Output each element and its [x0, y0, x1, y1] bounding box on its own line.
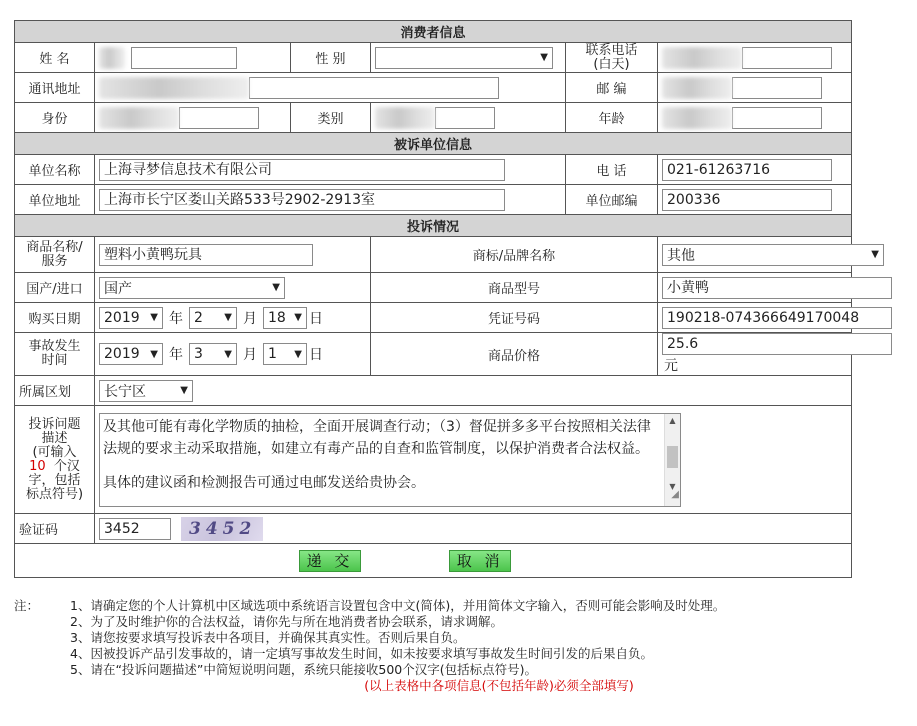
origin-label: 国产/进口 [15, 273, 95, 303]
buttons-cell [15, 544, 852, 578]
company-name-cell [95, 155, 566, 185]
note-item: 4、因被投诉产品引发事故的，请一定填写事故发生时间，如未按要求填写事故发生时间引发的后果自负。 [70, 646, 653, 661]
name-label: 姓 名 [15, 43, 95, 73]
chevron-down-icon: ▼ [294, 312, 302, 323]
captcha-image[interactable]: 3452 [181, 517, 263, 541]
company-zip-input[interactable]: 200336 [662, 189, 832, 211]
chevron-down-icon: ▼ [871, 249, 879, 260]
month-unit: 月 [243, 310, 257, 327]
company-address-input[interactable]: 上海市长宁区娄山关路533号2902-2913室 [99, 189, 505, 211]
captcha-cell [95, 514, 852, 544]
address-cell [95, 73, 566, 103]
zip-cell [658, 73, 852, 103]
description-cell [95, 406, 852, 514]
incident-time-label: 事故发生 时间 [15, 333, 95, 376]
char-count: 10 [29, 458, 46, 474]
id-input[interactable] [179, 107, 259, 129]
product-input[interactable]: 塑料小黄鸭玩具 [99, 244, 313, 266]
district-cell [95, 376, 852, 406]
note-row [14, 662, 904, 678]
model-cell [658, 273, 852, 303]
model-input[interactable]: 小黄鸭 [662, 277, 892, 299]
chevron-down-icon: ▼ [150, 312, 158, 323]
chevron-down-icon: ▼ [224, 312, 232, 323]
note-item: 2、为了及时维护你的合法权益，请你先与所在地消费者协会联系，请求调解。 [70, 614, 503, 629]
captcha-input[interactable]: 3452 [99, 518, 171, 540]
address-blur [99, 77, 249, 99]
chevron-down-icon: ▼ [150, 348, 158, 360]
captcha-label: 验证码 [15, 514, 95, 544]
note-row [14, 598, 904, 614]
company-address-cell [95, 185, 566, 215]
brand-cell [658, 237, 879, 273]
year-unit: 年 [169, 310, 183, 327]
price-input[interactable]: 25.6 [662, 333, 892, 355]
notes [14, 598, 904, 694]
type-cell [371, 103, 566, 133]
model-label: 商品型号 [371, 273, 658, 303]
origin-select[interactable]: 国产 ▼ [99, 277, 285, 299]
age-input[interactable] [732, 107, 822, 129]
notes-prefix: 注： [14, 598, 40, 613]
id-cell [95, 103, 291, 133]
age-cell [658, 103, 852, 133]
gender-label: 性 别 [291, 43, 371, 73]
product-cell [95, 237, 371, 273]
chevron-down-icon: ▼ [180, 385, 188, 396]
age-blur [662, 107, 732, 129]
type-label: 类别 [291, 103, 371, 133]
brand-select[interactable]: 其他 ▼ [662, 244, 884, 266]
zip-input[interactable] [732, 77, 822, 99]
chevron-down-icon: ▼ [540, 52, 548, 63]
purchase-date-label: 购买日期 [15, 303, 95, 333]
purchase-year-select[interactable]: 2019 ▼ [99, 307, 163, 329]
company-name-input[interactable]: 上海寻梦信息技术有限公司 [99, 159, 505, 181]
purchase-month-select[interactable]: 2 ▼ [189, 307, 237, 329]
description-text-1: 及其他可能有毒化学物质的抽检，全面开展调查行动；（3）督促拼多多平台按照相关法律法规的要求主动采取措施，如建立有毒产品的自查和监管制度，以保护消费者合法权益。 [103, 418, 651, 457]
scroll-down-icon[interactable]: ▼ [669, 481, 676, 491]
price-cell [658, 333, 852, 376]
description-text-2: 具体的建议函和检测报告可通过电邮发送给贵协会。 [103, 474, 425, 491]
purchase-day-select[interactable]: 18 ▼ [263, 307, 307, 329]
id-label: 身份 [15, 103, 95, 133]
type-input[interactable] [435, 107, 495, 129]
chevron-down-icon: ▼ [294, 348, 302, 360]
note-row [14, 614, 904, 630]
scroll-up-icon[interactable]: ▲ [669, 415, 676, 425]
address-input[interactable] [249, 77, 499, 99]
company-section-header: 被诉单位信息 [15, 133, 852, 155]
scroll-thumb[interactable] [667, 446, 678, 468]
id-blur [99, 107, 179, 129]
required-note: (以上表格中各项信息(不包括年龄)必须全部填写) [364, 678, 634, 693]
incident-day-select[interactable]: 1 ▼ [263, 343, 307, 365]
complaint-section-header: 投诉情况 [15, 215, 852, 237]
price-label: 商品价格 [371, 333, 658, 376]
district-select[interactable]: 长宁区 ▼ [99, 380, 193, 402]
submit-button[interactable]: 递 交 [299, 550, 361, 572]
note-item: 1、请确定您的个人计算机中区域选项中系统语言设置包含中文(简体)，并用简体文字输入，否则可能会影响及时处理。 [70, 598, 726, 613]
complaint-form [14, 20, 879, 578]
phone-input[interactable] [742, 47, 832, 69]
company-phone-cell [658, 155, 852, 185]
consumer-section-header: 消费者信息 [15, 21, 852, 43]
name-blur [99, 47, 125, 69]
resize-grip-icon[interactable]: ◢ [671, 488, 679, 500]
phone-blur [662, 47, 742, 69]
cancel-button[interactable]: 取 消 [449, 550, 511, 572]
gender-cell [371, 43, 566, 73]
chevron-down-icon: ▼ [224, 348, 232, 360]
age-label: 年龄 [566, 103, 658, 133]
product-label: 商品名称/ 服务 [15, 237, 95, 273]
note-row [14, 646, 904, 662]
company-address-label: 单位地址 [15, 185, 95, 215]
company-phone-input[interactable]: 021-61263716 [662, 159, 832, 181]
voucher-label: 凭证号码 [371, 303, 658, 333]
note-row [14, 630, 904, 646]
address-label: 通讯地址 [15, 73, 95, 103]
company-zip-label: 单位邮编 [566, 185, 658, 215]
brand-label: 商标/品牌名称 [371, 237, 658, 273]
day-unit: 日 [309, 347, 323, 363]
company-zip-cell [658, 185, 852, 215]
month-unit: 月 [243, 347, 257, 363]
incident-date-cell [95, 333, 371, 376]
phone-label: 联系电话 (白天) [566, 43, 658, 73]
description-label: 投诉问题 描述 (可输入 10 个汉 字，包括 标点符号) [15, 406, 95, 514]
district-label: 所属区划 [15, 376, 95, 406]
name-input[interactable] [131, 47, 237, 69]
origin-cell [95, 273, 371, 303]
purchase-date-cell [95, 303, 371, 333]
name-cell [95, 43, 291, 73]
incident-year-select[interactable]: 2019 ▼ [99, 343, 163, 365]
zip-blur [662, 77, 732, 99]
voucher-input[interactable]: 190218-074366649170048 [662, 307, 892, 329]
day-unit: 日 [309, 310, 323, 327]
type-blur [375, 107, 435, 129]
voucher-cell [658, 303, 860, 333]
incident-month-select[interactable]: 3 ▼ [189, 343, 237, 365]
zip-label: 邮 编 [566, 73, 658, 103]
company-phone-label: 电 话 [566, 155, 658, 185]
gender-select[interactable] [375, 47, 553, 69]
phone-cell [658, 43, 852, 73]
description-textarea[interactable] [99, 413, 681, 507]
note-item: 5、请在“投诉问题描述”中简短说明问题，系统只能接收500个汉字(包括标点符号)。 [70, 662, 538, 677]
year-unit: 年 [169, 347, 183, 363]
chevron-down-icon: ▼ [272, 282, 280, 293]
company-name-label: 单位名称 [15, 155, 95, 185]
note-item: 3、请您按要求填写投诉表中各项目，并确保其真实性。否则后果自负。 [70, 630, 466, 645]
price-unit: 元 [664, 358, 678, 374]
